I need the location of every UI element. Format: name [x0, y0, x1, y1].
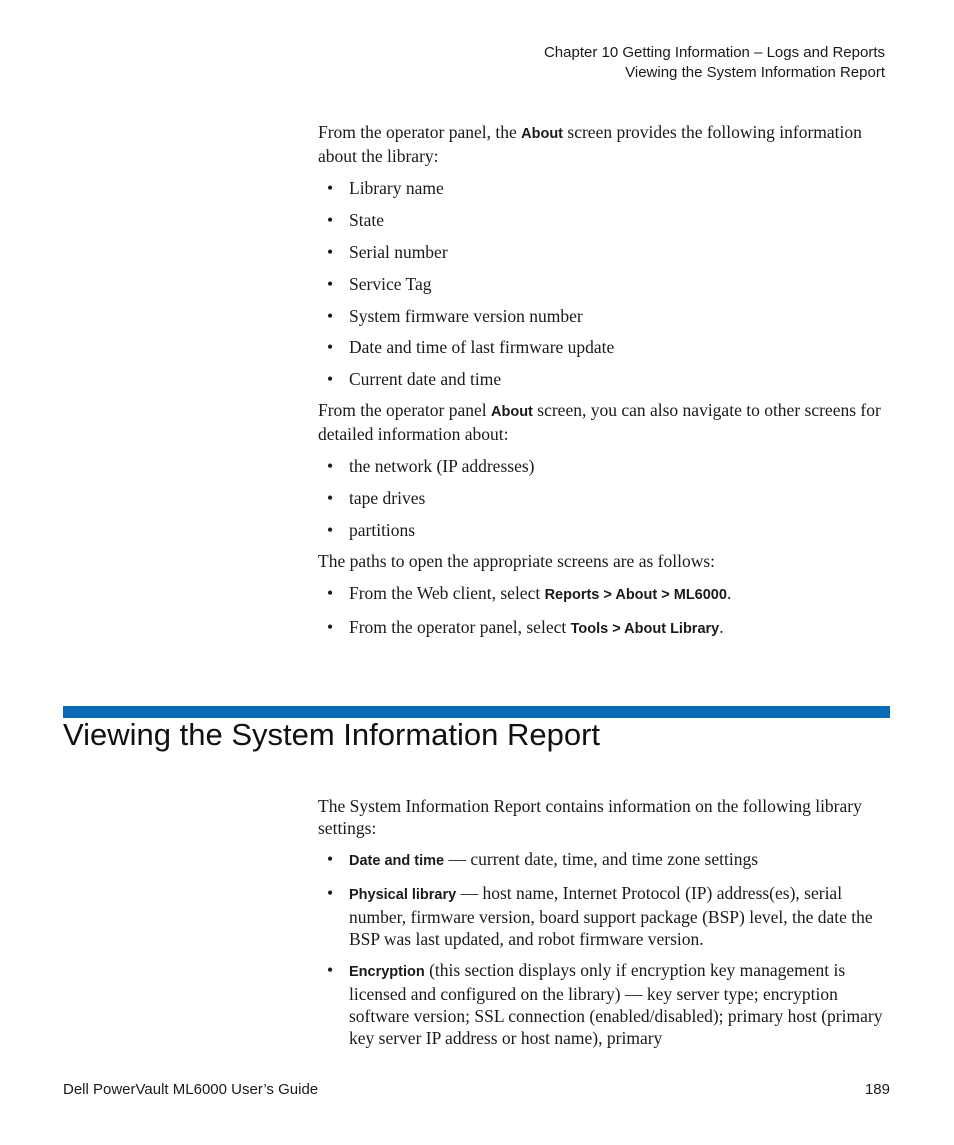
header-section: Viewing the System Information Report — [625, 64, 885, 81]
page-number: 189 — [864, 1081, 890, 1098]
list-item-text: partitions — [349, 520, 416, 540]
list-item-text: Current date and time — [349, 369, 502, 389]
footer-guide-title: Dell PowerVault ML6000 User’s Guide — [63, 1081, 319, 1098]
report-intro-paragraph: The System Information Report contains information on the following library settings: — [318, 796, 862, 838]
list-item-text: State — [349, 210, 384, 230]
report-settings-list — [318, 848, 893, 1049]
navigate-intro-paragraph — [318, 399, 893, 445]
list-item: • partitions — [327, 520, 416, 540]
ui-term-about: About — [491, 404, 533, 420]
text-run: From the operator panel, select — [349, 617, 571, 637]
list-item: • From the Web client, select Reports > About > ML6000. — [327, 583, 732, 603]
list-item-text: tape drives — [349, 488, 426, 508]
text-run: From the Web client, select — [349, 583, 545, 603]
list-item: • Current date and time — [327, 369, 502, 389]
section-title: Viewing the System Information Report — [63, 717, 601, 752]
running-header — [544, 43, 885, 83]
detail-screens-list — [318, 455, 893, 541]
term-encryption: Encryption — [349, 964, 425, 980]
list-item: • Service Tag — [327, 274, 432, 294]
list-item: • tape drives — [327, 488, 426, 508]
text-run: . — [726, 583, 732, 603]
term-description: — host name, Internet Protocol (IP) address(es), serial number, firmware version, board support package (BSP) level, the date the BSP was last updated, and robot firmware version. — [349, 883, 873, 949]
term-physical-library: Physical library — [349, 887, 457, 903]
library-info-list — [318, 177, 893, 390]
ui-path-web-client: Reports > About > ML6000 — [544, 587, 727, 603]
list-item: • Date and time of last firmware update — [327, 337, 615, 357]
ui-term-about: About — [521, 126, 564, 142]
list-item-text: Service Tag — [349, 274, 432, 294]
paths-list — [318, 582, 893, 640]
term-date-and-time: Date and time — [349, 853, 445, 869]
text-run: screen provides the following information about the library: — [318, 122, 862, 166]
list-item: • Encryption (this section displays only if encryption key management is licensed and configured on the library) — key server type; encryption software version; SSL connection (enabled/disabled); primary host (primary key server IP address or host name), primary — [327, 960, 883, 1048]
list-item: • Library name — [327, 178, 444, 198]
list-item-text: the network (IP addresses) — [349, 456, 535, 476]
list-item: • From the operator panel, select Tools > About Library. — [327, 617, 724, 637]
list-item: • Serial number — [327, 242, 448, 262]
ui-path-operator-panel: Tools > About Library — [570, 621, 720, 637]
text-run: From the operator panel — [318, 400, 492, 420]
term-description: — current date, time, and time zone settings — [444, 849, 759, 869]
about-section-body — [318, 121, 893, 640]
header-chapter: Chapter 10 Getting Information – Logs and Reports — [543, 44, 885, 61]
about-intro-paragraph — [318, 121, 893, 167]
list-item: • the network (IP addresses) — [327, 456, 535, 476]
list-item: • State — [327, 210, 384, 230]
term-description: (this section displays only if encryption key management is licensed and configured on the library) — key server type; encryption software version; SSL connection (enabled/disabled); primary host (primary key server IP address or host name), primary — [349, 960, 883, 1048]
list-item-text: Serial number — [349, 242, 448, 262]
list-item: • Physical library — host name, Internet Protocol (IP) address(es), serial number, firmware version, board support package (BSP) level, the date the BSP was last updated, and robot firmware version. — [327, 883, 873, 949]
list-item-text: Date and time of last firmware update — [349, 337, 615, 357]
text-run: From the operator panel, the — [318, 122, 522, 142]
list-item: • Date and time — current date, time, and time zone settings — [327, 849, 759, 869]
list-item: • System firmware version number — [327, 306, 583, 326]
report-section-body — [318, 795, 893, 1049]
text-run: . — [719, 617, 724, 637]
text-run: screen, you can also navigate to other screens for detailed information about: — [318, 400, 881, 444]
list-item-text: Library name — [349, 178, 444, 198]
list-item-text: System firmware version number — [349, 306, 583, 326]
paths-intro-paragraph: The paths to open the appropriate screens are as follows: — [318, 551, 716, 571]
